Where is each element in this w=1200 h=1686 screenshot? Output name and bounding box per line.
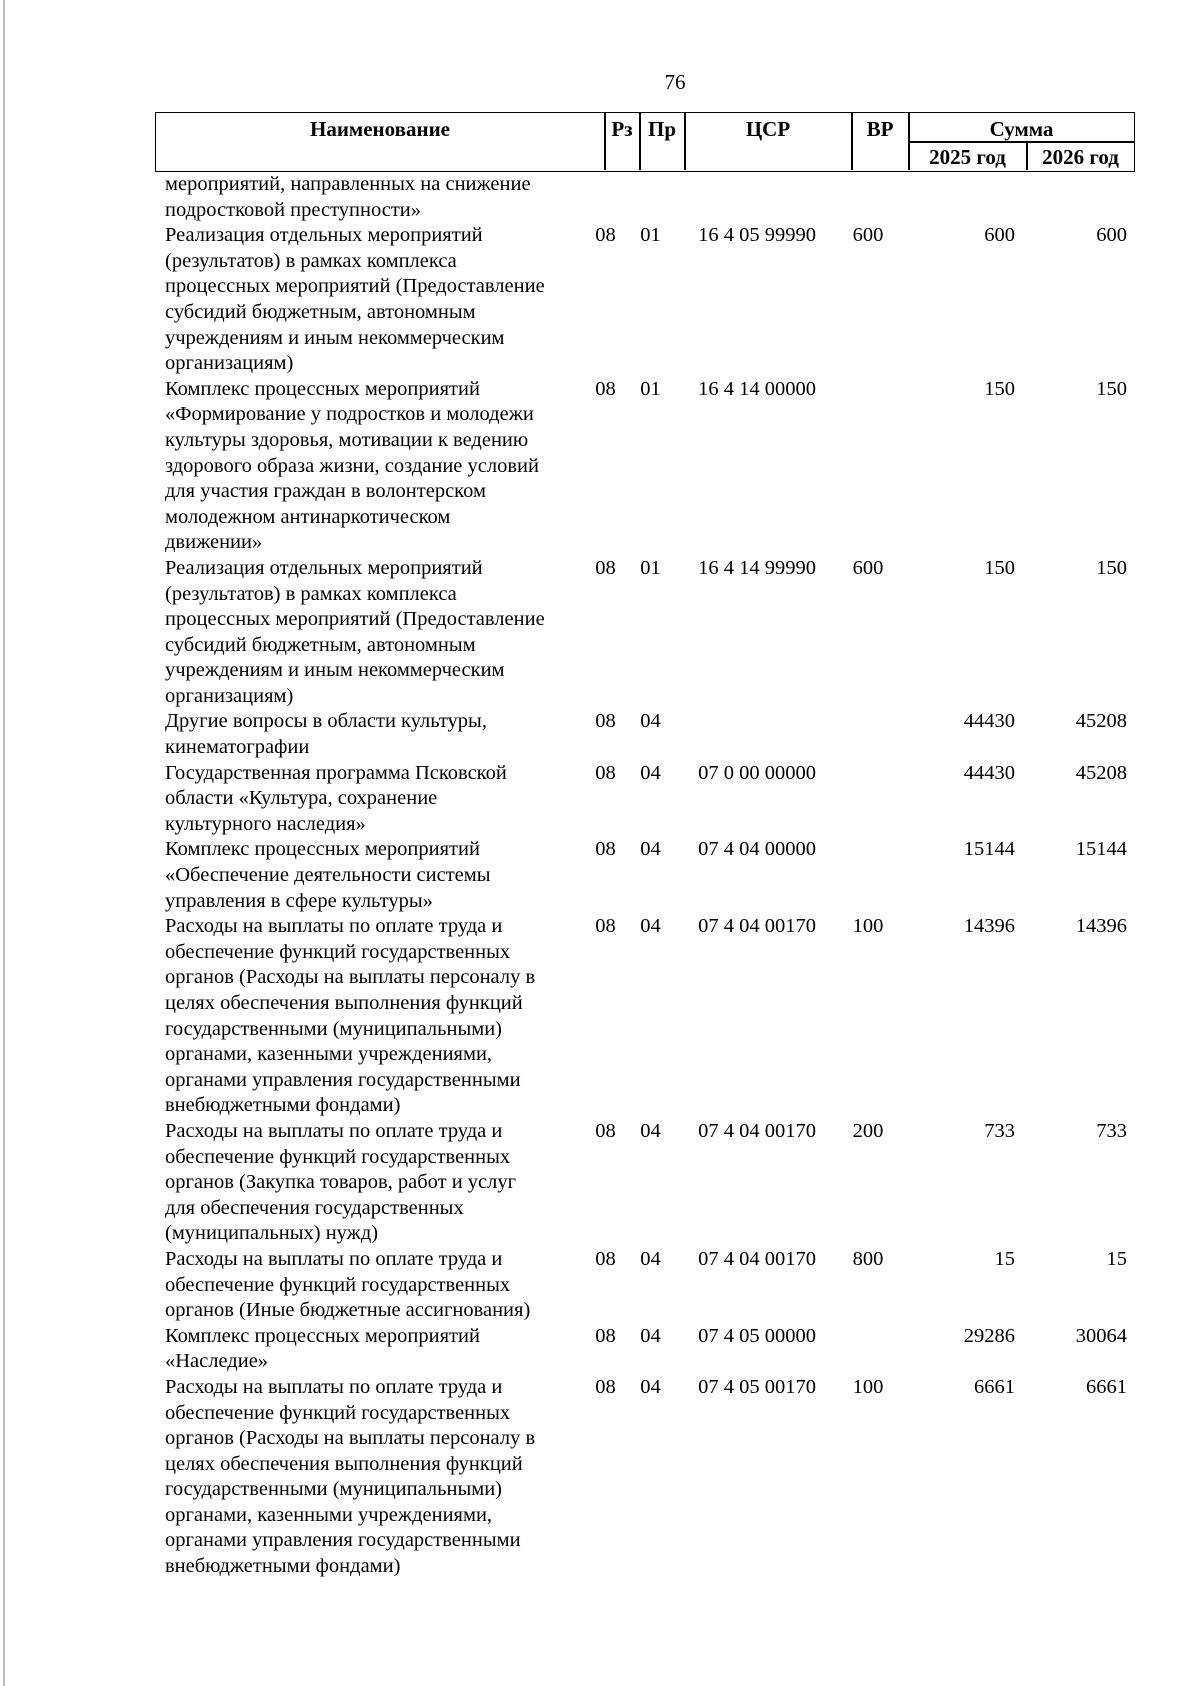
row-sum-2026: 14396 [1075, 915, 1127, 938]
row-vr: 200 [852, 1119, 884, 1142]
row-csr: 16 4 05 99990 [698, 224, 816, 247]
header-name: Наименование [310, 117, 450, 141]
row-csr: 16 4 14 99990 [698, 556, 816, 579]
row-sum-2025: 150 [984, 556, 1015, 579]
row-rz: 08 [595, 1119, 616, 1142]
row-sum-2025: 15 [994, 1247, 1015, 1270]
row-csr: 07 4 04 00000 [698, 838, 816, 861]
table-row [165, 1375, 1135, 1580]
row-sum-2026: 15 [1106, 1247, 1127, 1270]
row-sum-2025: 44430 [963, 710, 1015, 733]
header-year-2026: 2026 год [1042, 145, 1119, 169]
table-row [165, 223, 1135, 377]
row-csr: 07 4 04 00170 [698, 915, 816, 938]
row-rz: 08 [595, 1247, 616, 1270]
row-csr: 16 4 14 00000 [698, 377, 816, 400]
table-row [165, 837, 1135, 914]
header-rz: Рз [611, 117, 633, 141]
row-rz: 08 [595, 838, 616, 861]
row-sum-2025: 600 [984, 224, 1015, 247]
row-vr: 600 [852, 224, 884, 247]
row-name: Государственная программа Псковской области «Культура, сохранение культурного наследия» [165, 761, 507, 835]
table-row [165, 761, 1135, 838]
table-row [165, 556, 1135, 710]
row-name: Расходы на выплаты по оплате труда и обеспечение функций государственных органов (Закупка товаров, работ и услуг для обеспечения государственных (муниципальных) нужд) [165, 1119, 517, 1245]
row-csr: 07 4 05 00000 [698, 1324, 816, 1347]
row-name: мероприятий, направленных на снижение подростковой преступности» [165, 173, 531, 221]
row-pr: 04 [640, 710, 661, 733]
row-pr: 01 [640, 556, 661, 579]
row-pr: 04 [640, 1324, 661, 1347]
row-sum-2026: 45208 [1075, 710, 1127, 733]
row-csr: 07 4 04 00170 [698, 1247, 816, 1270]
row-name: Реализация отдельных мероприятий (результатов) в рамках комплекса процессных мероприятий (Предоставление субсидий бюджетным, автономным учреждениям и иным некоммерческим организациям) [165, 556, 545, 707]
row-pr: 04 [640, 1375, 661, 1398]
row-pr: 04 [640, 1119, 661, 1142]
table-row [165, 709, 1135, 760]
header-year-2025: 2025 год [929, 145, 1006, 169]
row-pr: 04 [640, 915, 661, 938]
row-csr: 07 4 04 00170 [698, 1119, 816, 1142]
row-sum-2025: 733 [984, 1119, 1015, 1142]
row-rz: 08 [595, 1375, 616, 1398]
row-name: Расходы на выплаты по оплате труда и обеспечение функций государственных органов (Иные бюджетные ассигнования) [165, 1247, 531, 1322]
row-name: Расходы на выплаты по оплате труда и обеспечение функций государственных органов (Расходы на выплаты персоналу в целях обеспечения выполнения функций государственными (муниципальными) органами, казенными учреждениями, органами управления государственными внебюджетными фондами) [165, 1375, 536, 1578]
row-pr: 04 [640, 1247, 661, 1270]
row-rz: 08 [595, 556, 616, 579]
table-row [165, 914, 1135, 1119]
row-sum-2025: 15144 [963, 838, 1015, 861]
row-name: Другие вопросы в области культуры, кинематографии [165, 710, 487, 759]
row-vr: 100 [852, 1375, 884, 1398]
row-vr: 100 [852, 915, 884, 938]
row-pr: 01 [640, 224, 661, 247]
row-rz: 08 [595, 377, 616, 400]
page-number: 76 [664, 70, 686, 94]
row-sum-2025: 29286 [963, 1324, 1015, 1347]
row-sum-2026: 6661 [1086, 1375, 1127, 1398]
table-row [165, 377, 1135, 556]
row-name: Комплекс процессных мероприятий «Обеспечение деятельности системы управления в сфере культуры» [165, 838, 491, 912]
row-vr: 600 [852, 556, 884, 579]
row-rz: 08 [595, 1324, 616, 1347]
row-name: Расходы на выплаты по оплате труда и обеспечение функций государственных органов (Расходы на выплаты персоналу в целях обеспечения выполнения функций государственными (муниципальными) органами, казенными учреждениями, органами управления государственными внебюджетными фондами) [165, 915, 536, 1117]
row-sum-2026: 150 [1096, 556, 1127, 579]
row-csr: 07 0 00 00000 [698, 761, 816, 784]
table-row [165, 172, 1135, 223]
header-sum: Сумма [989, 117, 1054, 141]
row-sum-2026: 150 [1096, 377, 1127, 400]
table-row [165, 1247, 1135, 1324]
row-pr: 04 [640, 761, 661, 784]
row-name: Реализация отдельных мероприятий (результатов) в рамках комплекса процессных мероприятий (Предоставление субсидий бюджетным, автономным учреждениям и иным некоммерческим организациям) [165, 224, 545, 375]
row-rz: 08 [595, 915, 616, 938]
row-sum-2026: 45208 [1075, 761, 1127, 784]
row-sum-2026: 733 [1096, 1119, 1127, 1142]
row-sum-2026: 600 [1096, 224, 1127, 247]
row-pr: 01 [640, 377, 661, 400]
table-body [165, 172, 1135, 1580]
row-name: Комплекс процессных мероприятий «Формирование у подростков и молодежи культуры здоровья, мотивации к ведению здорового образа жизни, создание условий для участия граждан в волонтерском молодежном антинаркотическом движении» [165, 377, 539, 554]
table-header [155, 112, 1135, 172]
row-rz: 08 [595, 224, 616, 247]
row-csr: 07 4 05 00170 [698, 1375, 816, 1398]
row-name: Комплекс процессных мероприятий «Наследие» [165, 1324, 480, 1373]
header-pr: Пр [647, 117, 676, 141]
row-sum-2025: 44430 [963, 761, 1015, 784]
row-vr: 800 [852, 1247, 884, 1270]
row-rz: 08 [595, 761, 616, 784]
row-sum-2025: 150 [984, 377, 1015, 400]
table-row [165, 1324, 1135, 1375]
row-sum-2025: 6661 [974, 1375, 1015, 1398]
table-row [165, 1119, 1135, 1247]
scan-edge [3, 0, 5, 1686]
row-pr: 04 [640, 838, 661, 861]
header-csr: ЦСР [745, 117, 791, 141]
row-sum-2025: 14396 [963, 915, 1015, 938]
row-sum-2026: 30064 [1075, 1324, 1127, 1347]
row-sum-2026: 15144 [1075, 838, 1127, 861]
row-rz: 08 [595, 710, 616, 733]
header-vr: ВР [866, 117, 894, 141]
